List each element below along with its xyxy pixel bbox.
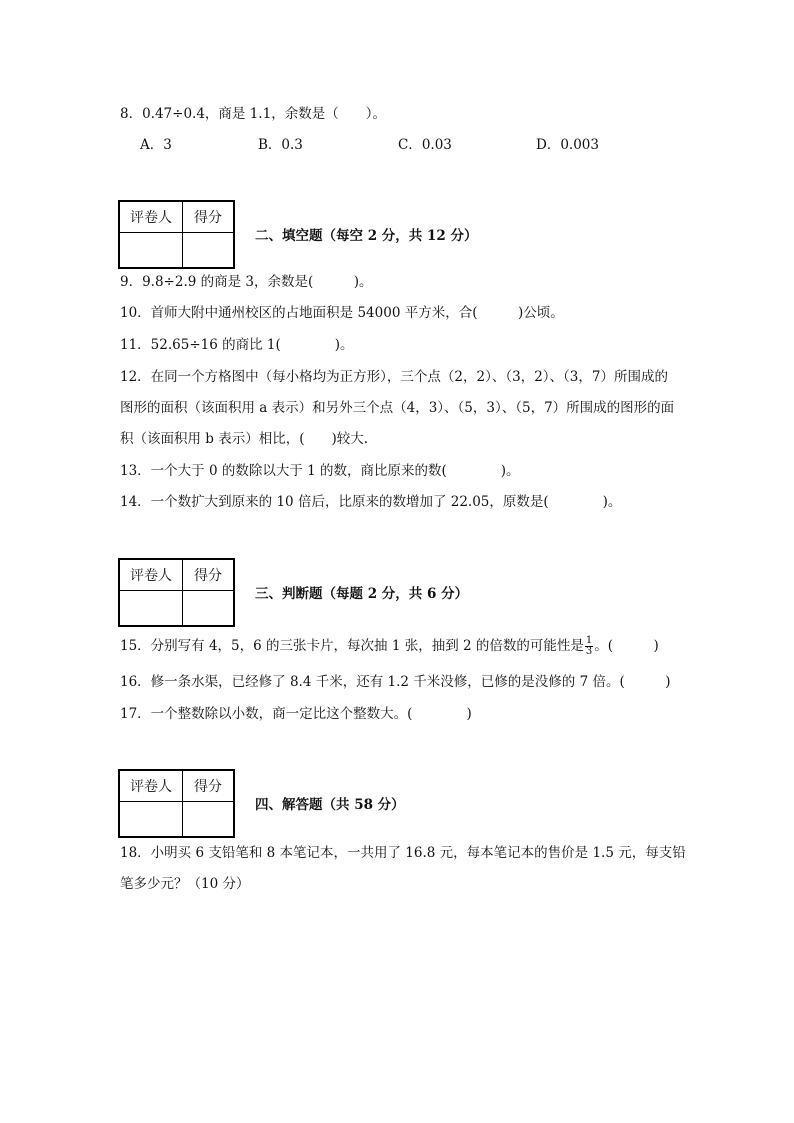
q8-option-c: C．0.03 (398, 137, 452, 153)
question-8: 8．0.47÷0.4，商是 1.1，余数是（ ）。 (120, 106, 386, 122)
section-2-title: 二、填空题（每空 2 分，共 12 分） (255, 228, 478, 244)
question-18-line-1: 18．小明买 6 支铅笔和 8 本笔记本，一共用了 16.8 元，每本笔记本的售价是 1.5 元，每支铅 (120, 845, 686, 861)
question-12-line-1: 12．在同一个方格图中（每小格均为正方形），三个点（2，2）、（3，2）、（3，7）所围成的 (120, 369, 668, 385)
q8-option-b: B．0.3 (258, 137, 303, 153)
question-15-text: 15．分别写有 4，5，6 的三张卡片，每次抽 1 张，抽到 2 的倍数的可能性是 (120, 638, 584, 654)
score-label: 得分 (183, 559, 235, 591)
question-14: 14．一个数扩大到原来的 10 倍后，比原来的数增加了 22.05，原数是( )。 (120, 494, 622, 510)
grader-label: 评卷人 (119, 559, 183, 591)
question-15 (120, 636, 659, 657)
grader-label: 评卷人 (119, 201, 183, 233)
question-12-line-2: 图形的面积（该面积用 a 表示）和另外三个点（4，3）、（5，3）、（5，7）所围成的图形的面 (120, 400, 675, 416)
fraction-numerator: 1 (585, 635, 593, 646)
question-13: 13．一个大于 0 的数除以大于 1 的数，商比原来的数( )。 (120, 463, 520, 479)
question-17: 17．一个整数除以小数，商一定比这个整数大。( ) (120, 706, 472, 722)
score-label: 得分 (183, 201, 235, 233)
grader-label: 评卷人 (119, 770, 183, 802)
question-9: 9．9.8÷2.9 的商是 3，余数是( )。 (120, 274, 373, 290)
score-table-section-4 (118, 769, 235, 838)
score-table-section-3 (118, 558, 235, 627)
question-11: 11．52.65÷16 的商比 1( )。 (120, 337, 354, 353)
q8-option-a: A．3 (140, 137, 172, 153)
fraction-one-third (585, 636, 593, 657)
section-3-title: 三、判断题（每题 2 分，共 6 分） (255, 586, 469, 602)
question-18-line-2: 笔多少元？（10 分） (120, 876, 250, 892)
fraction-denominator: 3 (585, 646, 593, 657)
score-table-section-2 (118, 200, 235, 269)
grader-cell[interactable] (119, 802, 183, 838)
question-15-tail: 。( ) (594, 638, 659, 654)
question-10: 10．首师大附中通州校区的占地面积是 54000 平方米，合( )公顷。 (120, 305, 564, 321)
q8-option-d: D．0.003 (536, 137, 599, 153)
section-4-title: 四、解答题（共 58 分） (255, 797, 405, 813)
question-16: 16．修一条水渠，已经修了 8.4 千米，还有 1.2 千米没修，已修的是没修的 7 倍。( ) (120, 674, 671, 690)
grader-cell[interactable] (119, 233, 183, 269)
score-label: 得分 (183, 770, 235, 802)
grader-cell[interactable] (119, 591, 183, 627)
score-cell[interactable] (183, 233, 235, 269)
score-cell[interactable] (183, 591, 235, 627)
question-12-line-3: 积（该面积用 b 表示）相比，( )较大. (120, 431, 369, 447)
score-cell[interactable] (183, 802, 235, 838)
